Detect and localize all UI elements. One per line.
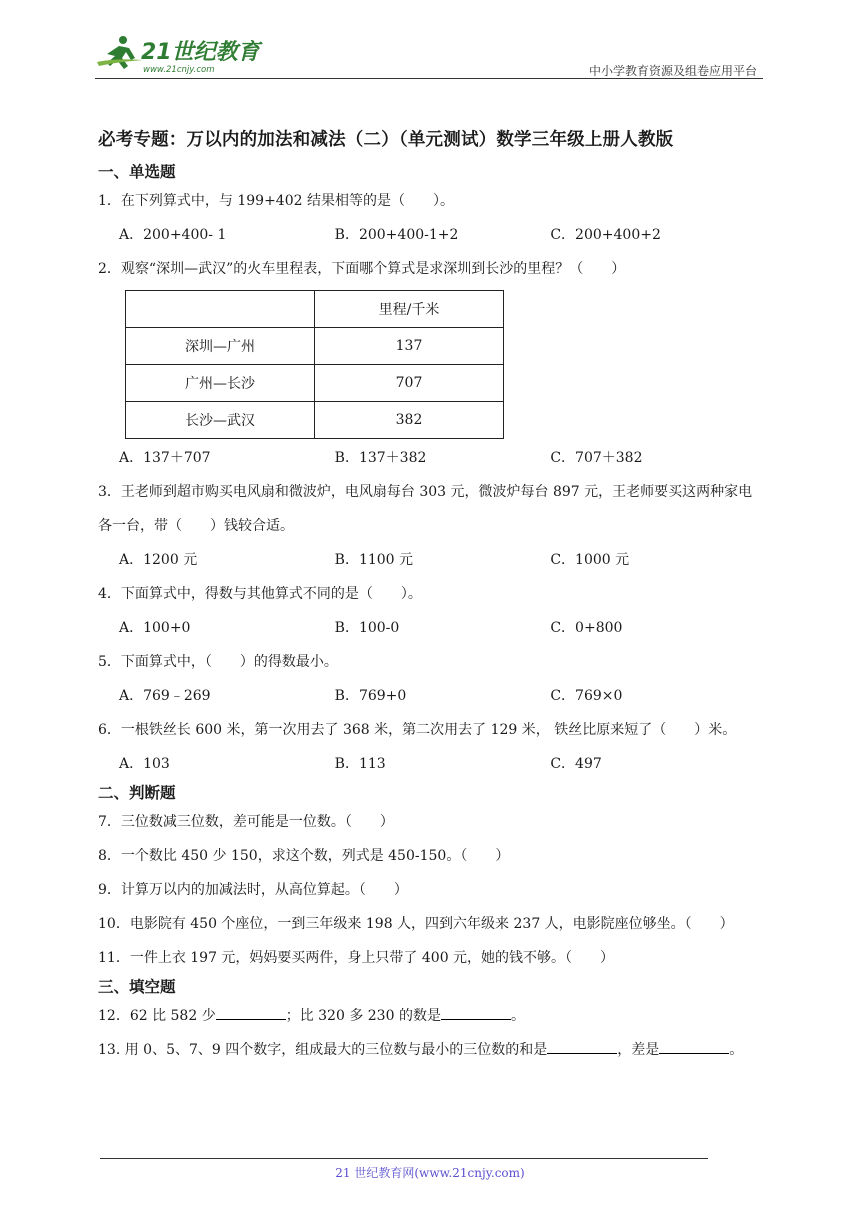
question-4-options [98, 611, 766, 645]
question-9: 9．计算万以内的加减法时，从高位算起。（ ） [98, 882, 408, 898]
answer-blank[interactable] [659, 1037, 729, 1054]
question-3-options [98, 543, 766, 577]
table-header-cell [126, 291, 315, 328]
page-header [95, 30, 763, 78]
table-row [126, 402, 504, 439]
question-4: 4．下面算式中，得数与其他算式不同的是（ ）。 [98, 586, 422, 602]
option-c: C．1000 元 [550, 552, 630, 568]
question-11: 11．一件上衣 197 元，妈妈要买两件，身上只带了 400 元，她的钱不够。（ ） [98, 950, 615, 966]
question-1: 1．在下列算式中，与 199+402 结果相等的是（ ）。 [98, 193, 454, 209]
option-b: B．769+0 [334, 688, 407, 704]
answer-blank[interactable] [216, 1003, 286, 1020]
question-12-part-a: 12．62 比 582 少 [98, 1008, 216, 1024]
table-cell: 广州—长沙 [126, 365, 315, 402]
header-divider [95, 78, 763, 79]
section-fill-blank: 三、填空题 [98, 978, 176, 996]
option-c: C．497 [550, 756, 602, 772]
question-13-part-b: ，差是 [617, 1042, 660, 1058]
question-2: 2．观察“深圳—武汉”的火车里程表，下面哪个算式是求深圳到长沙的里程？（ ） [98, 261, 626, 277]
question-10: 10．电影院有 450 个座位，一到三年级来 198 人，四到六年级来 237 人，电影院座位够坐。（ ） [98, 916, 734, 932]
table-cell: 深圳—广州 [126, 328, 315, 365]
question-6-options [98, 747, 766, 781]
option-b: B．1100 元 [334, 552, 414, 568]
question-13-part-c: 。 [729, 1042, 744, 1058]
question-1-options [98, 218, 766, 252]
logo-text: 21世纪教育 [141, 40, 260, 65]
question-13 [98, 1033, 766, 1067]
section-true-false: 二、判断题 [98, 784, 176, 802]
footer-divider [100, 1158, 708, 1159]
option-c: C．200+400+2 [550, 227, 661, 243]
table-cell: 707 [315, 365, 504, 402]
option-b: B．137＋382 [334, 450, 427, 466]
page-footer: 21 世纪教育网(www.21cnjy.com) [335, 1166, 525, 1180]
site-logo [95, 32, 265, 76]
section-single-choice: 一、单选题 [98, 163, 176, 181]
table-row [126, 365, 504, 402]
option-b: B．200+400-1+2 [334, 227, 459, 243]
table-cell: 137 [315, 328, 504, 365]
question-3: 3．王老师到超市购买电风扇和微波炉，电风扇每台 303 元，微波炉每台 897 元，王老师要买这两种家电各一台，带（ ）钱较合适。 [98, 484, 753, 534]
question-7: 7．三位数减三位数，差可能是一位数。（ ） [98, 814, 394, 830]
mileage-table [125, 290, 504, 439]
option-c: C．0+800 [550, 620, 623, 636]
option-a: A．1200 元 [119, 552, 198, 568]
table-header-row [126, 291, 504, 328]
table-row [126, 328, 504, 365]
option-c: C．769×0 [550, 688, 623, 704]
table-cell: 长沙—武汉 [126, 402, 315, 439]
option-a: A．200+400- 1 [119, 227, 227, 243]
question-6: 6．一根铁丝长 600 米，第一次用去了 368 米，第二次用去了 129 米， 铁丝比原来短了（ ）米。 [98, 722, 737, 738]
option-a: A．769﹣269 [119, 688, 211, 704]
page-title: 必考专题：万以内的加法和减法（二）（单元测试）数学三年级上册人教版 [98, 130, 674, 150]
answer-blank[interactable] [441, 1003, 511, 1020]
question-2-options [98, 441, 766, 475]
exam-content [98, 126, 766, 1067]
question-12-part-c: 。 [510, 1008, 525, 1024]
question-12 [98, 999, 766, 1033]
option-a: A．137＋707 [119, 450, 211, 466]
option-c: C．707＋382 [550, 450, 643, 466]
header-platform-text: 中小学教育资源及组卷应用平台 [588, 64, 757, 78]
question-13-part-a: 13. 用 0、5、7、9 四个数字，组成最大的三位数与最小的三位数的和是 [98, 1042, 548, 1058]
option-b: B．100-0 [334, 620, 400, 636]
question-8: 8．一个数比 450 少 150，求这个数，列式是 450-150。（ ） [98, 848, 510, 864]
answer-blank[interactable] [547, 1037, 617, 1054]
table-header-cell: 里程/千米 [315, 291, 504, 328]
option-b: B．113 [334, 756, 386, 772]
table-cell: 382 [315, 402, 504, 439]
option-a: A．100+0 [119, 620, 191, 636]
question-5-options [98, 679, 766, 713]
question-12-part-b: ；比 320 多 230 的数是 [285, 1008, 441, 1024]
question-5: 5．下面算式中，（ ）的得数最小。 [98, 654, 338, 670]
option-a: A．103 [119, 756, 170, 772]
logo-url: www.21cnjy.com [143, 65, 215, 75]
